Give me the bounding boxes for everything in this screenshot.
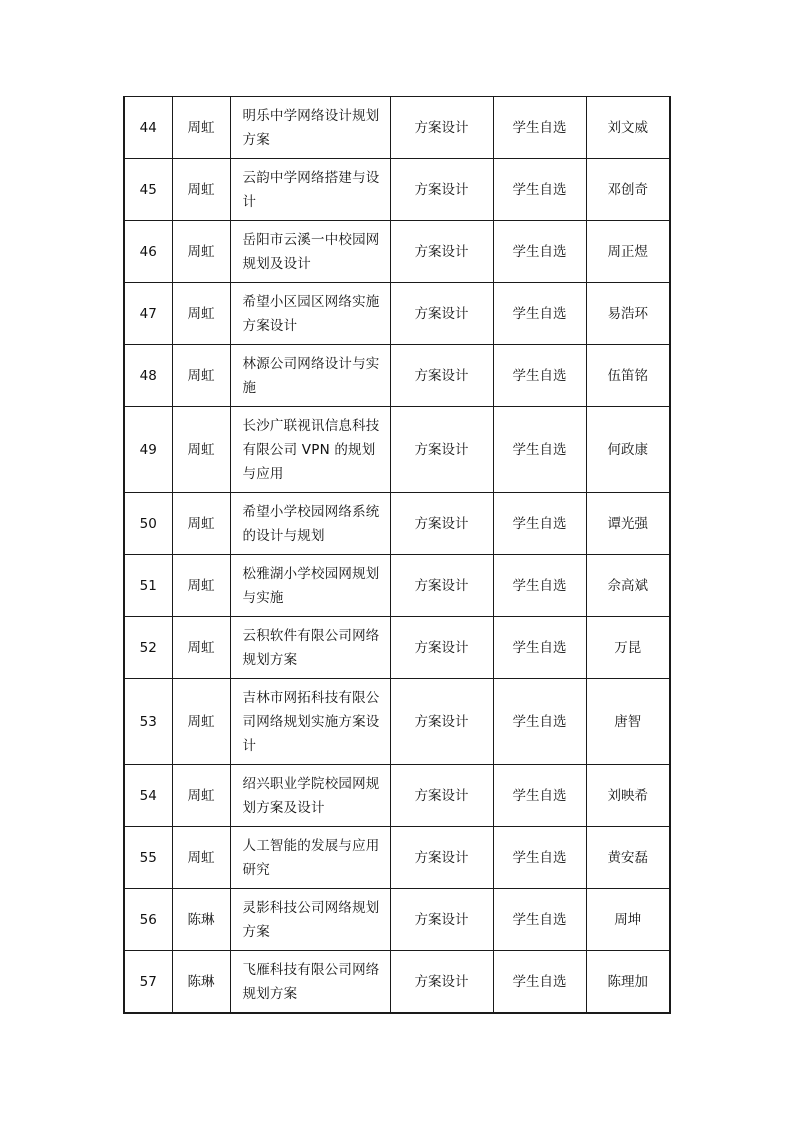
- topic-source: 学生自选: [493, 951, 586, 1014]
- row-number: 45: [124, 159, 172, 221]
- table-row: [124, 159, 670, 221]
- project-type: 方案设计: [390, 97, 493, 159]
- table-row: [124, 221, 670, 283]
- row-number: 48: [124, 345, 172, 407]
- student-name: 刘映希: [586, 765, 670, 827]
- project-type: 方案设计: [390, 827, 493, 889]
- row-number: 53: [124, 679, 172, 765]
- topic-source: 学生自选: [493, 765, 586, 827]
- project-title: 灵影科技公司网络规划方案: [230, 889, 390, 951]
- topic-source: 学生自选: [493, 555, 586, 617]
- table-row: [124, 345, 670, 407]
- teacher-name: 周虹: [172, 555, 230, 617]
- student-name: 唐智: [586, 679, 670, 765]
- student-name: 黄安磊: [586, 827, 670, 889]
- topic-source: 学生自选: [493, 221, 586, 283]
- topic-source: 学生自选: [493, 345, 586, 407]
- project-type: 方案设计: [390, 283, 493, 345]
- topic-source: 学生自选: [493, 679, 586, 765]
- table-row: [124, 679, 670, 765]
- teacher-name: 周虹: [172, 827, 230, 889]
- project-title: 人工智能的发展与应用研究: [230, 827, 390, 889]
- student-name: 万昆: [586, 617, 670, 679]
- teacher-name: 周虹: [172, 283, 230, 345]
- topic-source: 学生自选: [493, 97, 586, 159]
- table-row: [124, 951, 670, 1014]
- teacher-name: 周虹: [172, 679, 230, 765]
- student-name: 易浩环: [586, 283, 670, 345]
- project-title: 希望小学校园网络系统的设计与规划: [230, 493, 390, 555]
- project-type: 方案设计: [390, 679, 493, 765]
- student-name: 谭光强: [586, 493, 670, 555]
- teacher-name: 周虹: [172, 765, 230, 827]
- project-title: 云积软件有限公司网络规划方案: [230, 617, 390, 679]
- row-number: 44: [124, 97, 172, 159]
- project-type: 方案设计: [390, 765, 493, 827]
- project-type: 方案设计: [390, 493, 493, 555]
- project-type: 方案设计: [390, 221, 493, 283]
- table-row: [124, 555, 670, 617]
- project-type: 方案设计: [390, 345, 493, 407]
- teacher-name: 周虹: [172, 97, 230, 159]
- table-row: [124, 283, 670, 345]
- topic-source: 学生自选: [493, 493, 586, 555]
- topic-source: 学生自选: [493, 407, 586, 493]
- topic-source: 学生自选: [493, 617, 586, 679]
- project-title: 松雅湖小学校园网规划与实施: [230, 555, 390, 617]
- project-type: 方案设计: [390, 555, 493, 617]
- row-number: 51: [124, 555, 172, 617]
- project-title: 明乐中学网络设计规划方案: [230, 97, 390, 159]
- teacher-name: 周虹: [172, 407, 230, 493]
- table-row: [124, 97, 670, 159]
- project-type: 方案设计: [390, 159, 493, 221]
- row-number: 50: [124, 493, 172, 555]
- project-title: 岳阳市云溪一中校园网规划及设计: [230, 221, 390, 283]
- student-name: 佘高斌: [586, 555, 670, 617]
- table-row: [124, 827, 670, 889]
- project-title: 希望小区园区网络实施方案设计: [230, 283, 390, 345]
- student-name: 周坤: [586, 889, 670, 951]
- topic-source: 学生自选: [493, 827, 586, 889]
- student-name: 刘文威: [586, 97, 670, 159]
- topic-source: 学生自选: [493, 889, 586, 951]
- table-row: [124, 407, 670, 493]
- student-name: 何政康: [586, 407, 670, 493]
- topic-table: [123, 96, 671, 1014]
- student-name: 邓创奇: [586, 159, 670, 221]
- project-type: 方案设计: [390, 407, 493, 493]
- teacher-name: 周虹: [172, 617, 230, 679]
- project-title: 林源公司网络设计与实施: [230, 345, 390, 407]
- row-number: 46: [124, 221, 172, 283]
- row-number: 55: [124, 827, 172, 889]
- teacher-name: 周虹: [172, 493, 230, 555]
- teacher-name: 陈琳: [172, 951, 230, 1014]
- row-number: 56: [124, 889, 172, 951]
- table-row: [124, 493, 670, 555]
- student-name: 伍笛铭: [586, 345, 670, 407]
- row-number: 49: [124, 407, 172, 493]
- table-body: [124, 97, 670, 1014]
- teacher-name: 周虹: [172, 159, 230, 221]
- row-number: 54: [124, 765, 172, 827]
- project-title: 绍兴职业学院校园网规划方案及设计: [230, 765, 390, 827]
- project-title: 云韵中学网络搭建与设计: [230, 159, 390, 221]
- topic-source: 学生自选: [493, 159, 586, 221]
- student-name: 周正煜: [586, 221, 670, 283]
- table-row: [124, 889, 670, 951]
- teacher-name: 周虹: [172, 221, 230, 283]
- project-title: 飞雁科技有限公司网络规划方案: [230, 951, 390, 1014]
- teacher-name: 周虹: [172, 345, 230, 407]
- teacher-name: 陈琳: [172, 889, 230, 951]
- project-title: 长沙广联视讯信息科技有限公司 VPN 的规划与应用: [230, 407, 390, 493]
- project-type: 方案设计: [390, 951, 493, 1014]
- row-number: 52: [124, 617, 172, 679]
- row-number: 57: [124, 951, 172, 1014]
- student-name: 陈理加: [586, 951, 670, 1014]
- table-row: [124, 617, 670, 679]
- row-number: 47: [124, 283, 172, 345]
- table-row: [124, 765, 670, 827]
- project-type: 方案设计: [390, 889, 493, 951]
- project-title: 吉林市网拓科技有限公司网络规划实施方案设计: [230, 679, 390, 765]
- project-type: 方案设计: [390, 617, 493, 679]
- topic-source: 学生自选: [493, 283, 586, 345]
